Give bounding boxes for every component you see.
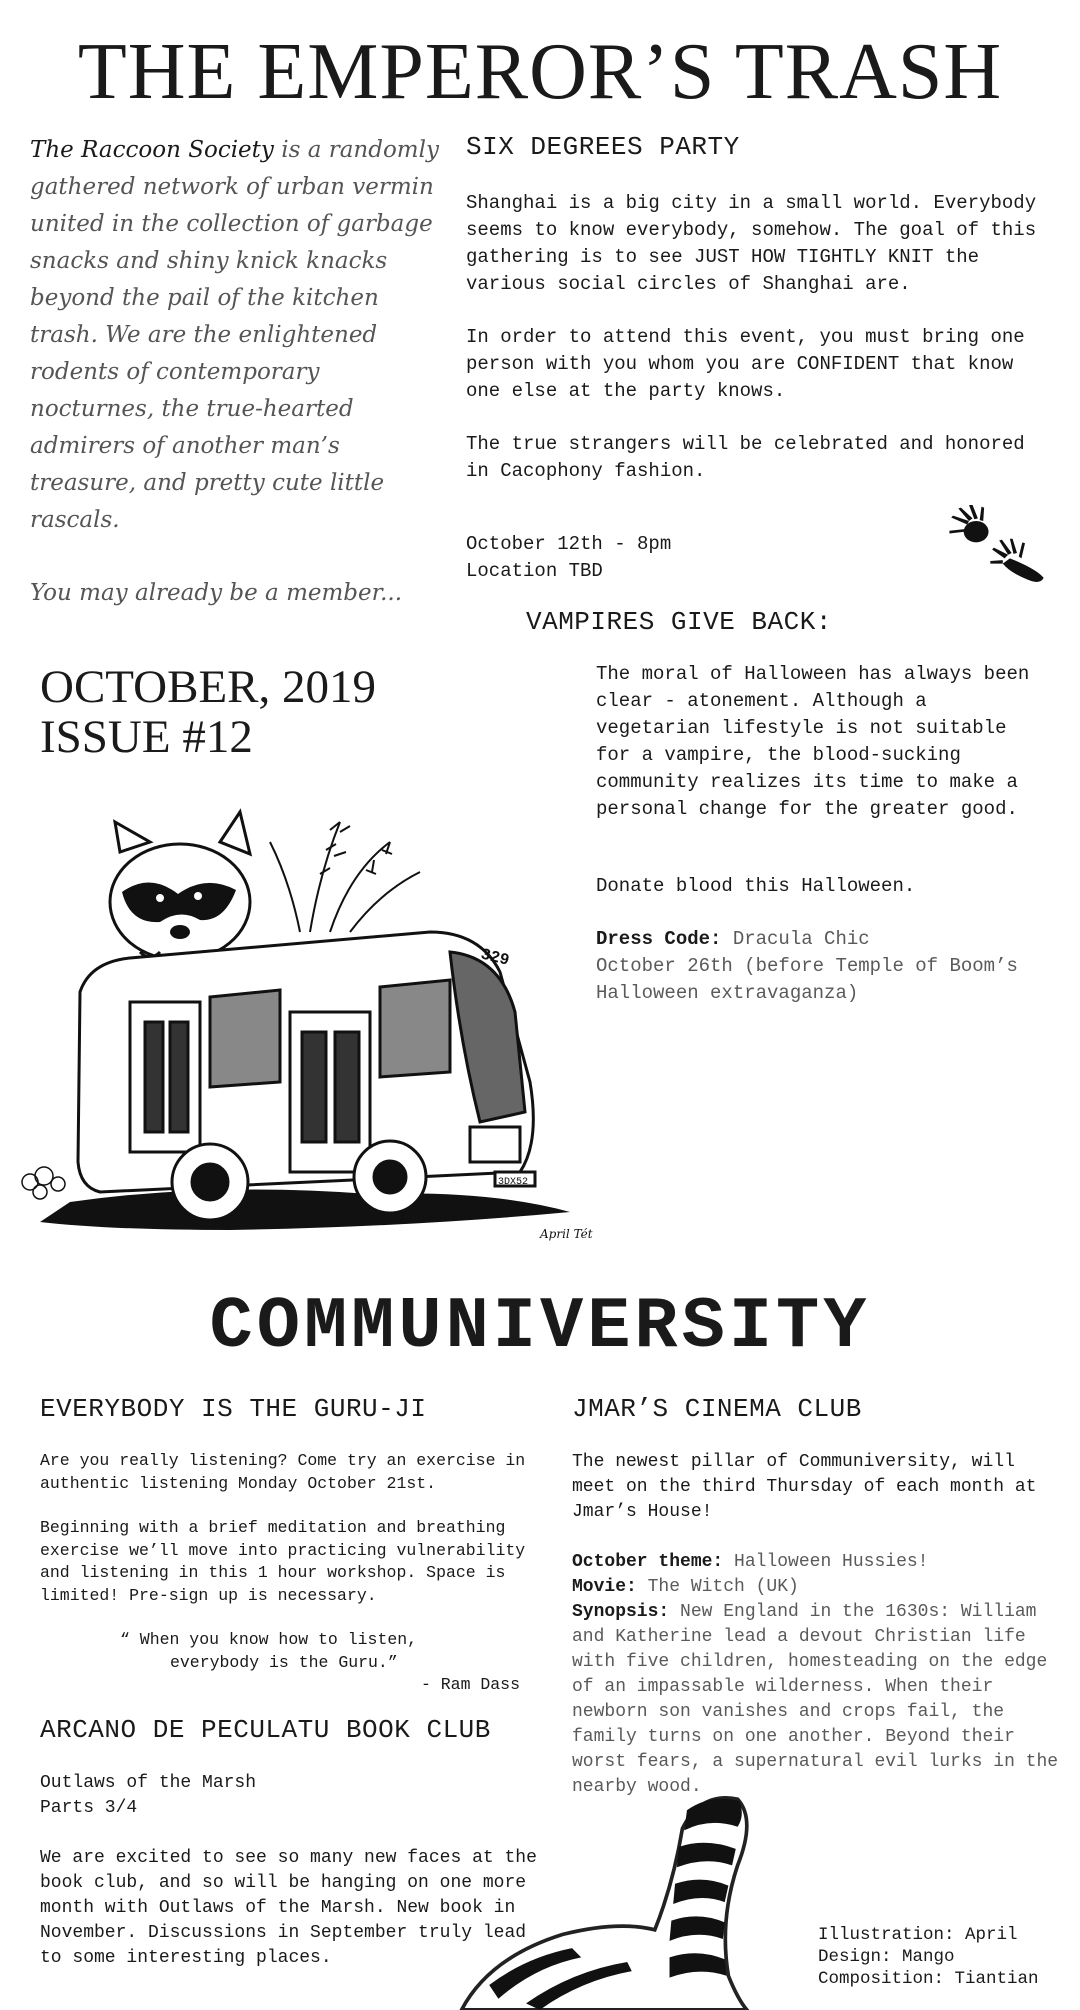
cinema-heading: JMAR’S CINEMA CLUB (572, 1394, 862, 1424)
movie-value: The Witch (UK) (636, 1577, 799, 1597)
raccoon-tail-illustration (572, 1810, 802, 2010)
issue-date: OCTOBER, 2019 (40, 661, 376, 713)
bus-number: 329 (478, 945, 512, 970)
lower-section (0, 1394, 1080, 2010)
book-club-heading: ARCANO DE PECULATU BOOK CLUB (40, 1714, 491, 1745)
vampires-paragraph: The moral of Halloween has always been clear - atonement. Although a vegetarian lifestyle is not suitable for a vampire, the blood-sucking community realizes its time to make a personal change for the greater good. (596, 663, 1030, 820)
intro-text (30, 132, 450, 612)
lower-right-column (572, 1394, 1062, 2010)
intro-member-line: You may already be a member... (30, 580, 403, 606)
right-column (466, 132, 1056, 1242)
six-degrees-paragraph: The true strangers will be celebrated and honored in Cacophony fashion. (466, 433, 1025, 482)
credit-design: Design: Mango (818, 1947, 955, 1967)
cinema-club-section (572, 1394, 1062, 1800)
dress-code-value: Dracula Chic (721, 928, 870, 950)
vampires-donate: Donate blood this Halloween. (596, 875, 916, 897)
cinema-intro: The newest pillar of Communiversity, will meet on the third Thursday of each month at Jmar’s House! (572, 1452, 1037, 1522)
six-degrees-paragraph: Shanghai is a big city in a small world. Everybody seems to know everybody, somehow. The goal of this gathering is to see JUST HOW TIGHTLY KNIT the various social circles of Shanghai are. (466, 192, 1037, 295)
masthead-title: THE EMPEROR’S TRASH (77, 28, 1003, 116)
intro-body: is a randomly gathered network of urban vermin united in the collection of garbage snacks and shiny knick knacks beyond the pail of the kitchen trash. We are the enlightened rodents of contemporary nocturnes, the true-hearted admirers of another man’s treasure, and pretty cute little rascals. (30, 137, 439, 533)
communiversity-title: COMMUNIVERSITY (209, 1286, 871, 1368)
movie-label: Movie: (572, 1577, 637, 1597)
vampires-date-line: October 26th (before Temple of Boom’s Halloween extravaganza) (596, 955, 1018, 1004)
issue-number: ISSUE #12 (40, 711, 253, 763)
tail-and-credits (572, 1810, 1062, 2010)
vampires-section (466, 661, 1036, 1007)
upper-section (0, 132, 1080, 1242)
guru-quote (120, 1629, 540, 1674)
quote-line-2: everybody is the Guru.” (170, 1652, 398, 1672)
society-name: The Raccoon Society (30, 137, 274, 163)
book-parts: Parts 3/4 (40, 1797, 138, 1818)
book-club-section (40, 1715, 540, 1971)
credit-illustration: Illustration: April (818, 1925, 1018, 1945)
raccoon-pawprints-icon (946, 505, 1056, 585)
theme-label: October theme: (572, 1552, 724, 1572)
guru-section (40, 1394, 540, 1697)
book-club-paragraph: We are excited to see so many new faces at the book club, and so will be hanging on one more month with Outlaws of the Marsh. New book in November. Discussions in September truly lead to some interesting places. (40, 1847, 537, 1968)
bus-illustration-wrap (10, 782, 593, 1242)
guru-paragraph: Beginning with a brief meditation and breathing exercise we’ll move into practicing vulnerability and listening in this 1 hour workshop. Space is limited! Pre-sign up is necessary. (40, 1518, 526, 1605)
quote-line-1: “ When you know how to listen, (120, 1630, 418, 1649)
dress-code-label: Dress Code: (596, 928, 722, 950)
six-degrees-section (466, 132, 1056, 585)
credits (818, 1924, 1039, 1990)
vampires-heading: VAMPIRES GIVE BACK: (526, 607, 832, 637)
credit-composition: Composition: Tiantian (818, 1969, 1039, 1989)
synopsis-label: Synopsis: (572, 1602, 670, 1622)
guru-paragraph: Are you really listening? Come try an exercise in authentic listening Monday October 21st. (40, 1451, 526, 1493)
six-degrees-location: Location TBD (466, 560, 603, 582)
synopsis-value: New England in the 1630s: William and Katherine lead a devout Christian life with five children, homesteading on the edge of an impassable wilderness. When their newborn son vanishes and crops fail, the family turns on one another. Beyond their worst fears, a supernatural evil lurks in the nearby wood. (572, 1602, 1059, 1797)
six-degrees-heading: SIX DEGREES PARTY (466, 132, 740, 162)
lower-left-column (40, 1394, 540, 2010)
guru-heading: EVERYBODY IS THE GURU-JI (40, 1394, 427, 1424)
six-degrees-date: October 12th - 8pm (466, 533, 672, 555)
artist-signature: April Tét (540, 1227, 593, 1241)
bus-plate: 3DX52 (498, 1177, 529, 1188)
six-degrees-paragraph: In order to attend this event, you must bring one person with you whom you are CONFIDENT that know one else at the party knows. (466, 326, 1025, 402)
book-title: Outlaws of the Marsh (40, 1772, 257, 1793)
quote-attribution: - Ram Dass (420, 1675, 520, 1694)
issue-block (30, 662, 450, 762)
theme-value: Halloween Hussies! (723, 1552, 929, 1572)
